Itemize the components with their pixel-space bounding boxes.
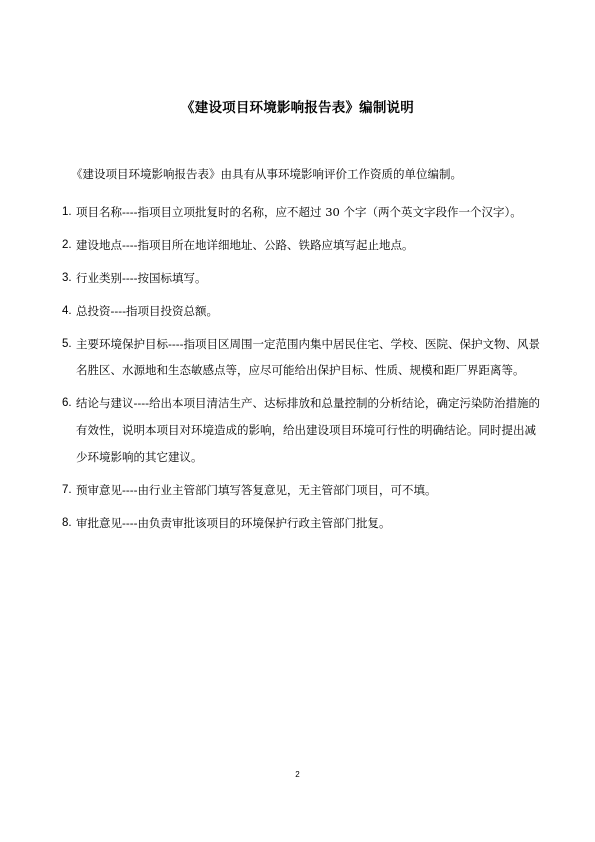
item-text: 行业类别----按国标填写。 — [76, 270, 207, 285]
item-number: 6. — [62, 397, 72, 410]
item-number: 7. — [62, 483, 72, 496]
item-number: 8. — [62, 516, 72, 529]
item-number: 5. — [62, 337, 72, 350]
list-item — [62, 199, 542, 226]
item-number: 4. — [62, 304, 72, 317]
list-item — [62, 232, 542, 259]
item-text: 预审意见----由行业主管部门填写答复意见，无主管部门项目，可不填。 — [76, 482, 437, 497]
item-text: 结论与建议----给出本项目清洁生产、达标排放和总量控制的分析结论，确定污染防治措施的有效性，说明本项目对环境造成的影响，给出建设项目环境可行性的明确结论。同时提出减少环境影响的其它建议。 — [76, 396, 541, 464]
document-title: 《建设项目环境影响报告表》编制说明 — [181, 100, 414, 116]
item-text: 建设地点----指项目所在地详细地址、公路、铁路应填写起止地点。 — [76, 237, 414, 252]
page-number: 2 — [295, 770, 300, 779]
list-item — [62, 510, 542, 537]
intro-paragraph: 《建设项目环境影响报告表》由具有从事环境影响评价工作资质的单位编制。 — [71, 167, 462, 181]
item-text: 审批意见----由负责审批该项目的环境保护行政主管部门批复。 — [76, 515, 391, 530]
item-text: 主要环境保护目标----指项目区周围一定范围内集中居民住宅、学校、医院、保护文物、风景名胜区、水源地和生态敏感点等，应尽可能给出保护目标、性质、规模和距厂界距离等。 — [76, 336, 541, 378]
list-item — [62, 298, 542, 325]
instruction-list — [62, 199, 542, 543]
item-text: 项目名称----指项目立项批复时的名称，应不超过 30 个字（两个英文字段作一个汉字）。 — [76, 205, 522, 219]
list-item — [62, 390, 542, 470]
item-text: 总投资----指项目投资总额。 — [76, 303, 219, 318]
item-number: 2. — [62, 238, 72, 251]
item-number: 3. — [62, 271, 72, 284]
list-item — [62, 265, 542, 292]
item-number: 1. — [62, 206, 72, 218]
list-item — [62, 477, 542, 504]
list-item — [62, 331, 542, 385]
